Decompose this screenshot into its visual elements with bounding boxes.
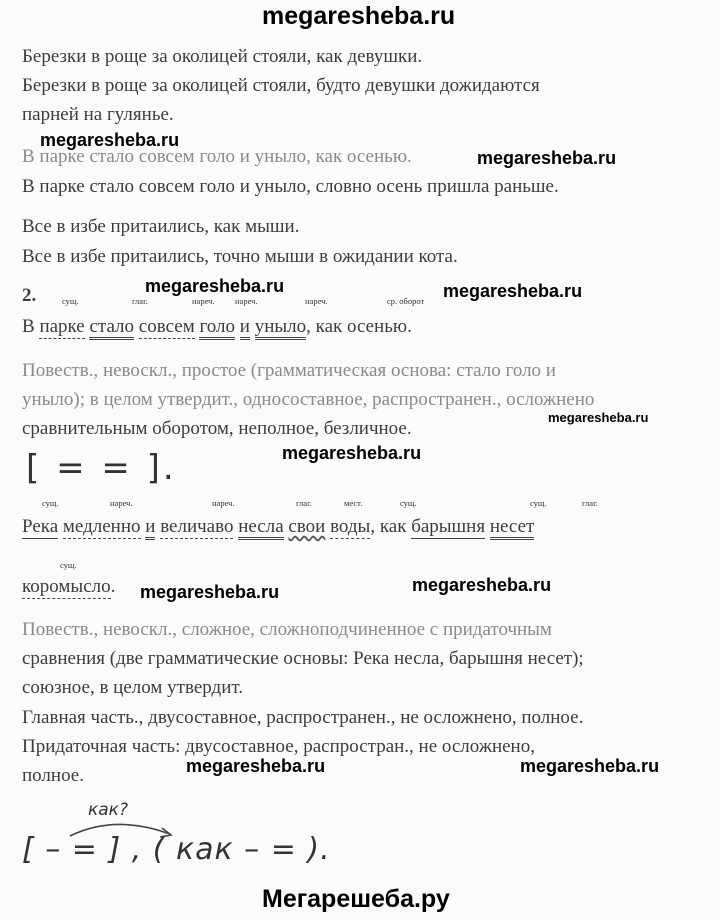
site-watermark: megaresheba.ru [548, 410, 649, 425]
word-medlenno: медленно [62, 516, 141, 537]
site-watermark: megaresheba.ru [477, 148, 617, 168]
word-neset: несет [490, 516, 534, 540]
analysis-line: Повеств., невоскл., сложное, сложноподчиненное с придаточным [22, 619, 552, 640]
analysis-line: союзное, в целом утвердит. [22, 677, 243, 698]
analysis-line: полное. [22, 765, 84, 786]
example-line: В парке стало совсем голо и уныло, как осенью. [22, 146, 412, 167]
analysis-line: уныло); в целом утвердит., односоставное, распространен., осложнено [22, 389, 595, 410]
analysis-line: сравнительным оборотом, неполное, безличное. [22, 418, 412, 439]
word-i: и [145, 516, 155, 540]
site-watermark: megaresheba.ru [282, 443, 422, 463]
site-watermark-bottom: Мегарешеба.ру [262, 885, 450, 913]
example-line: Все в избе притаились, как мыши. [22, 216, 300, 237]
part-of-speech-label: сущ. [62, 296, 79, 306]
sentence-scheme-2: [ – = ] , ( как – = ). [22, 832, 331, 867]
site-watermark: megaresheba.ru [186, 756, 326, 776]
part-of-speech-label: нареч. [192, 296, 215, 306]
word-nesla: несла [238, 516, 283, 540]
part-of-speech-label: глаг. [296, 498, 312, 508]
part-of-speech-label: сущ. [400, 498, 417, 508]
example-line: В парке стало совсем голо и уныло, словно осень пришла раньше. [22, 176, 559, 197]
word-reka: Река [22, 516, 59, 537]
word-stalo: стало [89, 316, 134, 340]
part-of-speech-label: нареч. [110, 498, 133, 508]
word-golo: голо [199, 316, 235, 340]
word-koromyslo: коромысло [22, 576, 111, 597]
parsed-sentence-1: В парке стало совсем голо и уныло, как осенью. [22, 316, 412, 338]
part-of-speech-label: глаг. [132, 296, 148, 306]
word-svoi: свои [288, 516, 326, 537]
site-watermark: megaresheba.ru [40, 130, 180, 150]
site-watermark: megaresheba.ru [443, 281, 583, 301]
word-unylo: уныло [255, 316, 306, 340]
part-of-speech-label: сущ. [42, 498, 59, 508]
analysis-line: сравнения (две грамматические основы: Река несла, барышня несет); [22, 648, 584, 669]
part-of-speech-label: глаг. [582, 498, 598, 508]
example-line: Березки в роще за околицей стояли, как девушки. [22, 46, 423, 67]
part-of-speech-label: нареч. [212, 498, 235, 508]
analysis-line: Главная часть., двусоставное, распространен., не осложнено, полное. [22, 707, 584, 728]
site-watermark: megaresheba.ru [412, 575, 552, 595]
word-sovsem: совсем [138, 316, 195, 337]
word-vody: воды [330, 516, 371, 537]
word-baryshnya: барышня [411, 516, 486, 537]
part-of-speech-label: сущ. [530, 498, 547, 508]
part-of-speech-label: сущ. [60, 560, 77, 570]
part-of-speech-label: нареч. [305, 296, 328, 306]
site-watermark: megaresheba.ru [520, 756, 660, 776]
part-of-speech-label: нареч. [235, 296, 258, 306]
part-of-speech-label: мест. [344, 498, 363, 508]
example-line: Все в избе притаились, точно мыши в ожидании кота. [22, 246, 458, 267]
parsed-sentence-2-cont: коромысло. [22, 576, 116, 597]
example-line: парней на гулянье. [22, 104, 174, 125]
parsed-sentence-2: Река медленно и величаво несла свои воды, как барышня несет [22, 516, 534, 538]
site-watermark: megaresheba.ru [145, 276, 285, 296]
example-line: Березки в роще за околицей стояли, будто девушки дожидаются [22, 75, 540, 96]
analysis-line: Придаточная часть: двусоставное, распростран., не осложнено, [22, 736, 535, 757]
site-watermark-top: megaresheba.ru [262, 2, 456, 30]
word-velichavo: величаво [160, 516, 234, 537]
scheme-question: как? [88, 800, 128, 820]
sentence-scheme-1: [ = = ]. [26, 448, 177, 488]
word-park: парке [39, 316, 85, 337]
task-number: 2. [22, 285, 37, 306]
word-i: и [240, 316, 250, 340]
analysis-line: Повеств., невоскл., простое (грамматическая основа: стало голо и [22, 360, 556, 381]
part-of-speech-label: ср. оборот [387, 296, 425, 306]
site-watermark: megaresheba.ru [140, 582, 280, 602]
